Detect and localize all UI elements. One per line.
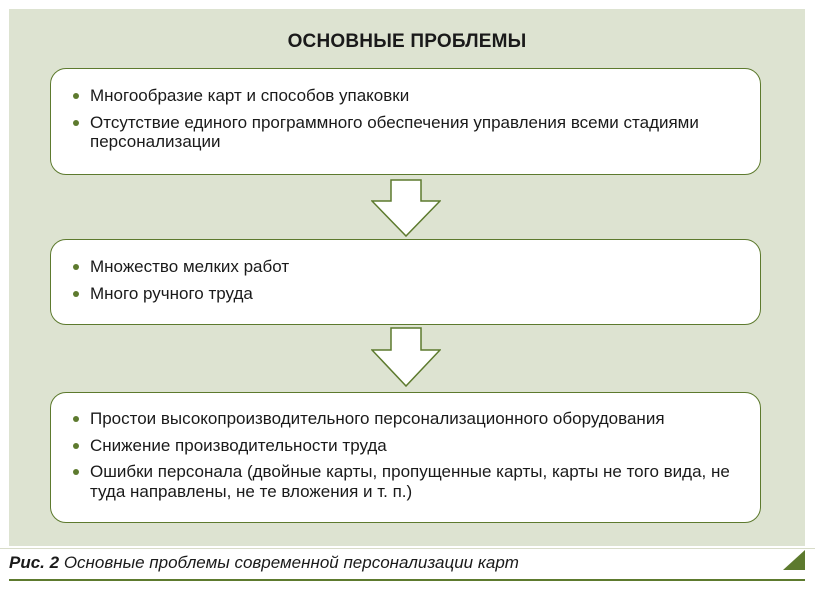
- list-item-text: Много ручного труда: [90, 283, 253, 303]
- bullet-icon: [73, 120, 79, 126]
- list-item-text: Многообразие карт и способов упаковки: [90, 86, 410, 105]
- list-item-text: Отсутствие единого программного обеспечения управления всеми стадиями персонализации: [90, 112, 699, 151]
- problem-box-2: [50, 239, 761, 325]
- list-item: [73, 86, 730, 106]
- bullet-icon: [73, 264, 79, 270]
- list-item-text: Снижение производительности труда: [90, 435, 387, 455]
- bullet-icon: [73, 291, 79, 297]
- caption-text: Основные проблемы современной персонализации карт: [59, 553, 519, 572]
- problem-list-1: [73, 86, 730, 159]
- caption-divider: [0, 548, 815, 549]
- diagram-title: ОСНОВНЫЕ ПРОБЛЕМЫ: [287, 31, 527, 52]
- down-arrow-icon: [371, 327, 441, 387]
- list-item-text: Ошибки персонала (двойные карты, пропущенные карты, карты не того вида, не туда направлены, не те вложения и т. п.): [90, 462, 730, 501]
- list-item: [73, 462, 730, 501]
- problem-list-2: [73, 257, 730, 310]
- bullet-icon: [73, 93, 79, 99]
- list-item: [73, 436, 730, 456]
- figure-caption: [9, 553, 519, 573]
- list-item: [73, 257, 730, 277]
- list-item-text: Простои высокопроизводительного персонализационного оборудования: [90, 409, 665, 428]
- bullet-icon: [73, 416, 79, 422]
- down-arrow-icon: [371, 179, 441, 237]
- caption-bottom-rule: [9, 579, 805, 581]
- caption-prefix: Рис. 2: [9, 553, 60, 572]
- problem-box-3: [50, 392, 761, 523]
- list-item: [73, 284, 730, 304]
- list-item: [73, 409, 730, 429]
- diagram-panel: [9, 9, 805, 546]
- problem-box-1: [50, 68, 761, 175]
- bullet-icon: [73, 469, 79, 475]
- problem-list-3: [73, 409, 730, 508]
- bullet-icon: [73, 443, 79, 449]
- corner-triangle-icon: [783, 550, 805, 570]
- list-item: [73, 113, 730, 152]
- list-item-text: Множество мелких работ: [90, 257, 290, 276]
